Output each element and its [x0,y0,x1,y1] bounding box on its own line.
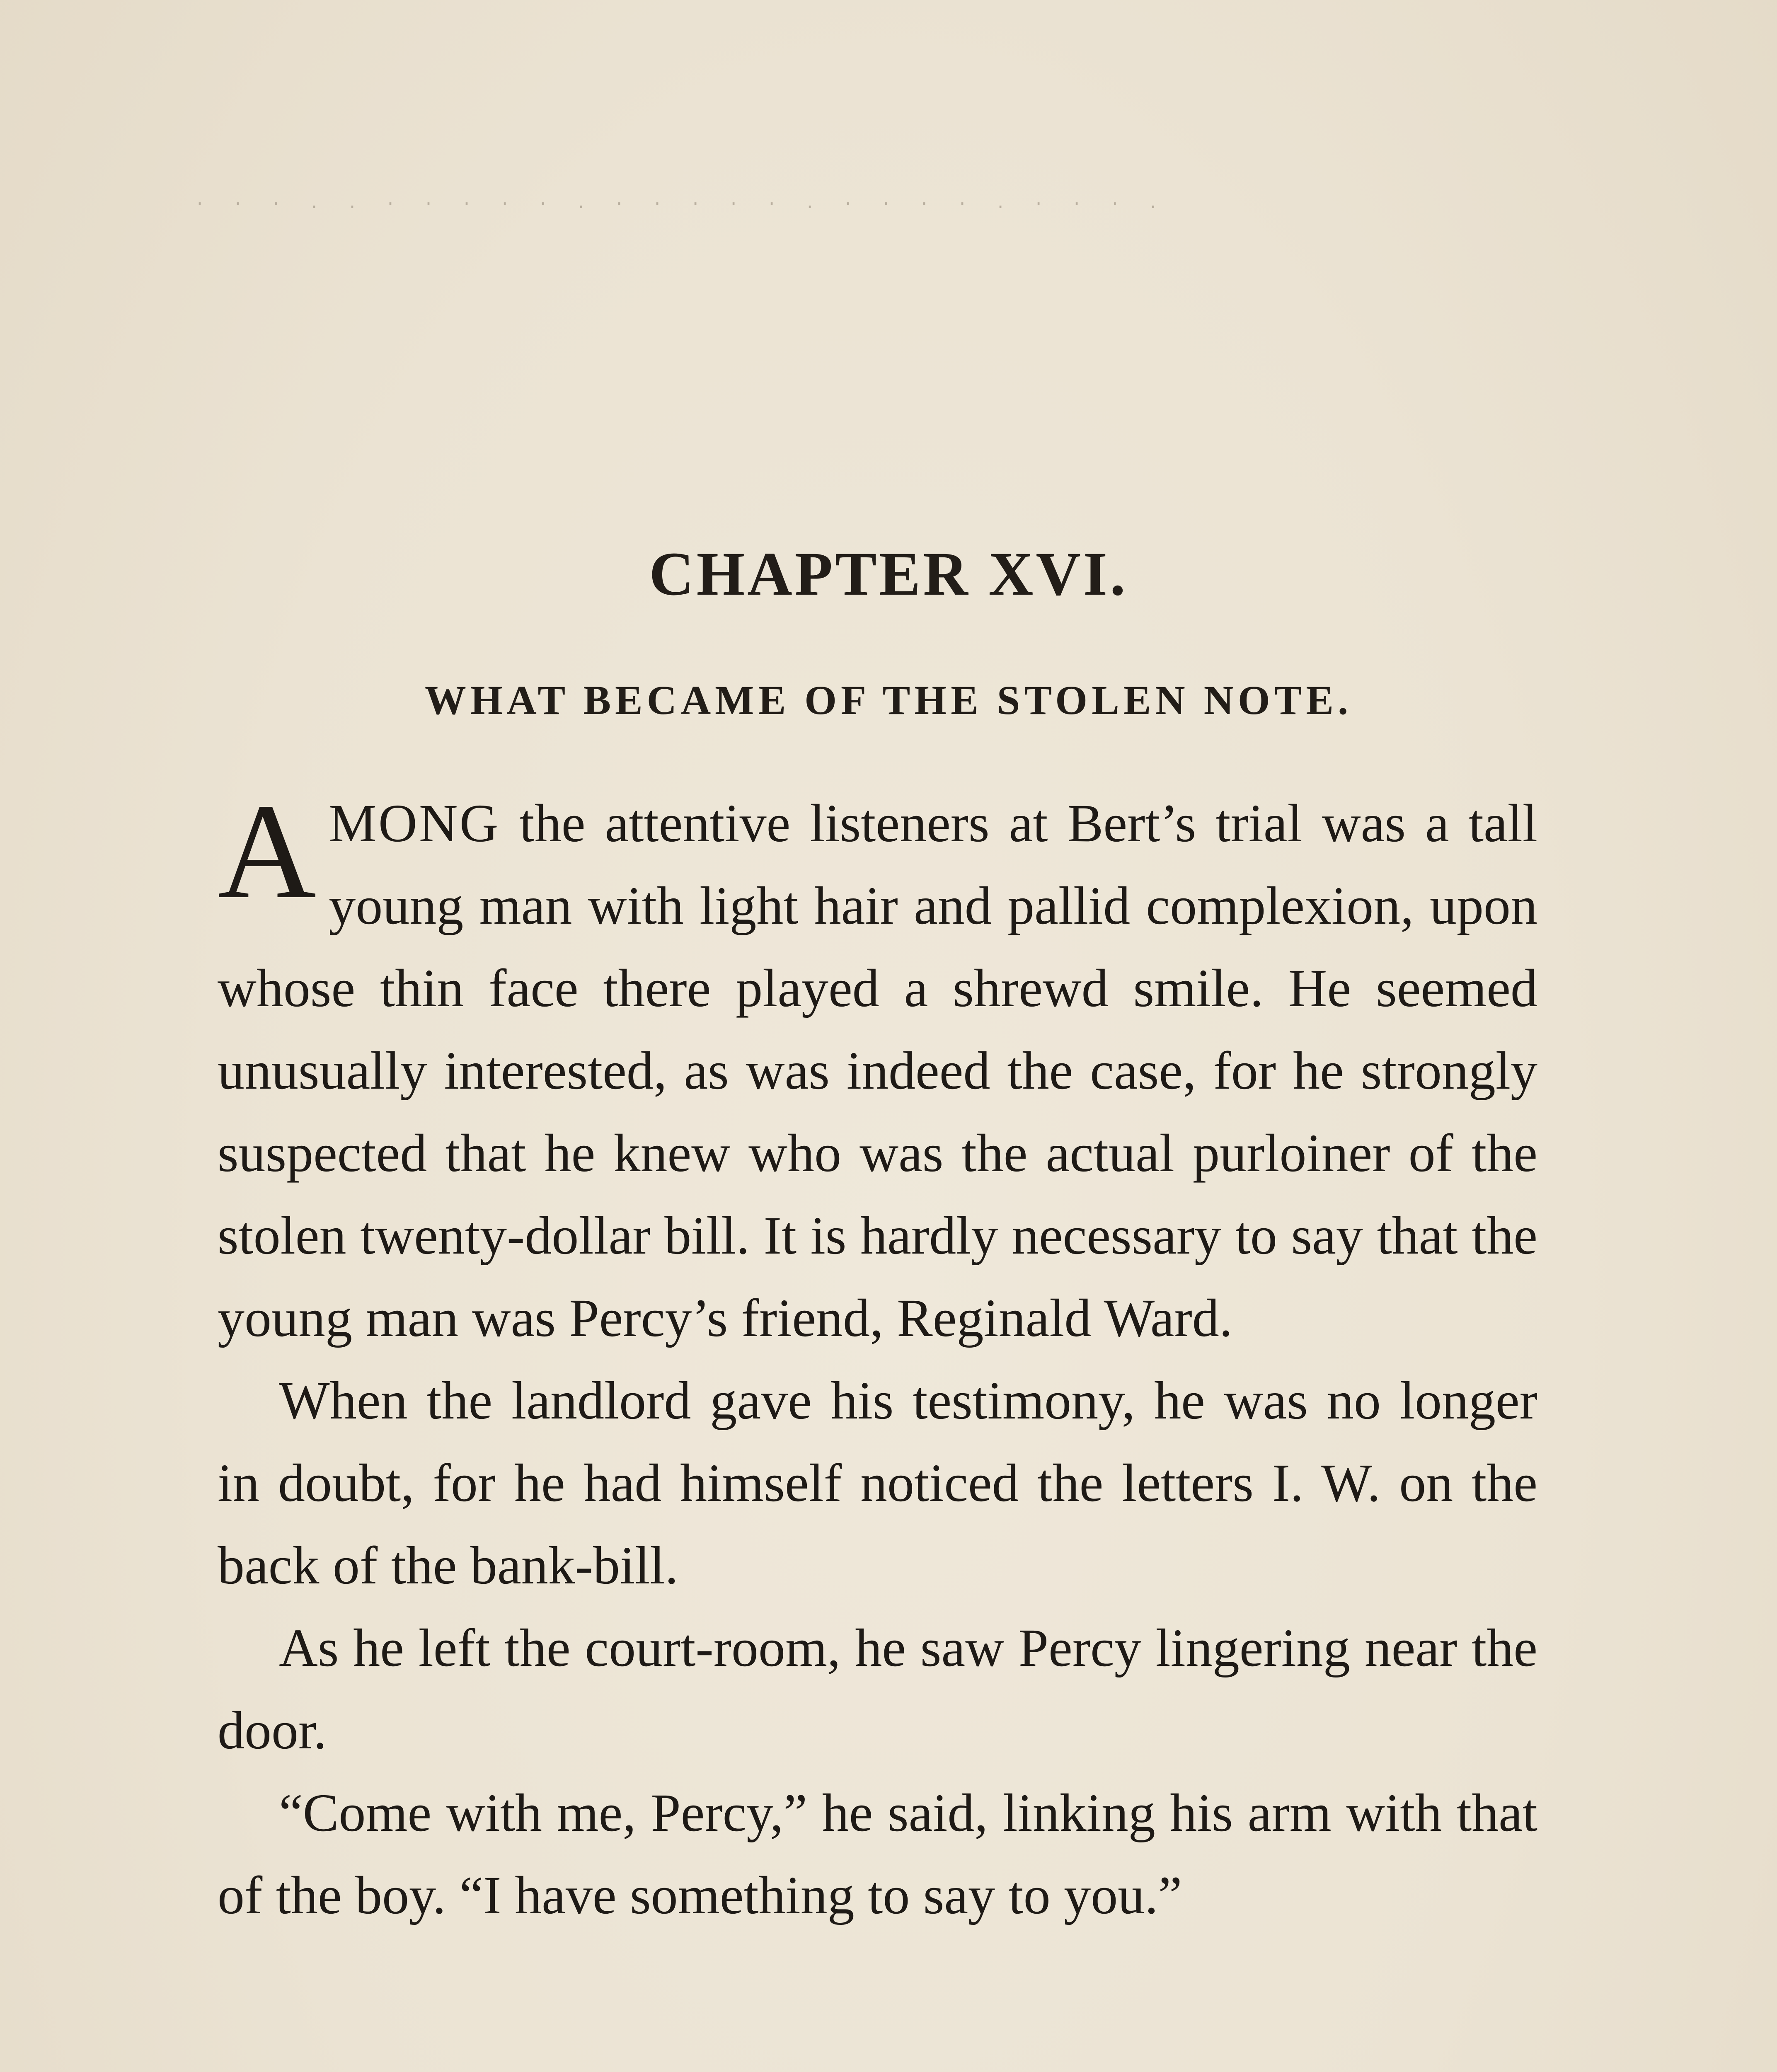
paragraph-4: “Come with me, Percy,” he said, linking his arm with that of the boy. “I have something to say to you.” [218,1783,1537,1925]
bleed-through-marks: · · · . . · · · · · . · · · · · . · · · · . · · · . [195,195,1167,213]
paragraph-1 [218,776,1537,1360]
chapter-heading: CHAPTER XVI. [649,540,1128,608]
paragraph-3: As he left the court-room, he saw Percy lingering near the door. [218,1618,1537,1760]
body-text [218,776,1537,1937]
lead-in-caps: MONG [329,794,500,853]
chapter-subtitle: WHAT BECAME OF THE STOLEN NOTE. [424,677,1353,723]
paragraph-1-text: the attentive listeners at Bert’s trial was a tall young man with light hair and pallid complexion, upon whose thin face there played a shrewd smile. He seemed unusually interested, as was indeed the case, for he strongly suspected that he knew who was the actual purloiner of the stolen twenty-dollar bill. It is hardly necessary to say that the young man was Percy’s friend, Reginald Ward. [218,794,1537,1348]
drop-cap: A [218,776,317,927]
paragraph-2: When the landlord gave his testimony, he was no longer in doubt, for he had himself noticed the letters I. W. on the back of the bank-bill. [218,1371,1537,1595]
